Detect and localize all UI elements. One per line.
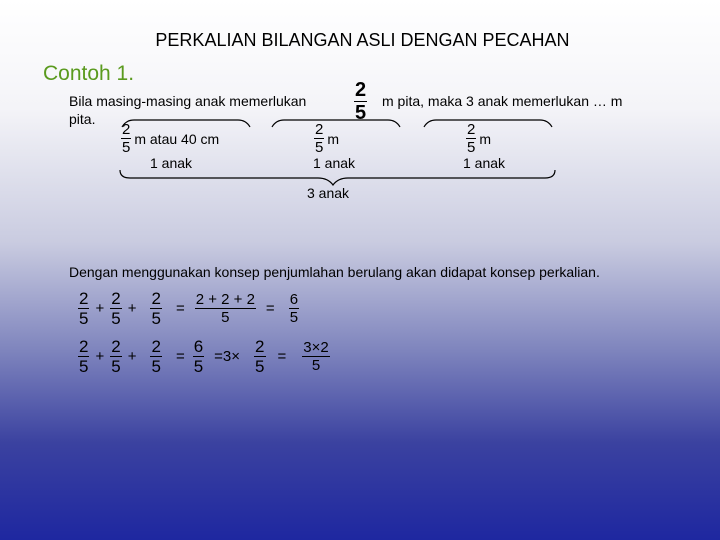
eq2-term-1 <box>78 338 89 375</box>
eq1-result <box>289 292 299 325</box>
eq1-term-2 <box>110 290 121 327</box>
eq2-equals-1: = <box>175 348 185 365</box>
eq1-result-num: 6 <box>289 291 299 308</box>
eq1-term-2-num: 2 <box>111 289 121 308</box>
group-1-unit: m atau 40 cm <box>134 130 220 147</box>
eq2-final <box>302 340 329 373</box>
group-3-amount <box>466 122 491 155</box>
eq2-final-den: 5 <box>311 357 321 374</box>
eq1-result-den: 5 <box>289 309 299 326</box>
equation-repeated-addition <box>78 290 299 327</box>
intro-text-wrap: pita. <box>69 111 96 127</box>
group-1-child: 1 anak <box>150 155 193 171</box>
eq2-plus-2: + <box>127 348 137 365</box>
eq2-unit-fraction-den: 5 <box>255 357 265 376</box>
eq1-sum-fraction <box>195 292 256 325</box>
eq1-sum-den: 5 <box>221 309 230 326</box>
eq1-equals-1: = <box>175 300 185 317</box>
eq1-term-2-den: 5 <box>111 309 121 328</box>
intro-fraction-numerator: 2 <box>355 79 367 101</box>
eq1-term-1-num: 2 <box>79 289 89 308</box>
group-3-denominator: 5 <box>467 139 476 156</box>
group-1-denominator: 5 <box>122 139 131 156</box>
equation-multiplication <box>78 338 330 375</box>
eq2-term-3-num: 2 <box>151 337 161 356</box>
group-2-amount <box>314 122 339 155</box>
example-heading: Contoh 1. <box>43 62 135 85</box>
slide-title: PERKALIAN BILANGAN ASLI DENGAN PECAHAN <box>155 30 570 50</box>
eq2-equals-2: = <box>277 348 287 365</box>
eq2-term-3 <box>150 338 161 375</box>
group-2-denominator: 5 <box>315 139 324 156</box>
group-2-numerator: 2 <box>315 121 324 138</box>
group-1-amount <box>121 122 219 155</box>
eq2-term-2 <box>110 338 121 375</box>
total-children-label: 3 anak <box>307 185 350 201</box>
eq2-term-1-den: 5 <box>79 357 89 376</box>
group-3-numerator: 2 <box>467 121 476 138</box>
group-3-unit: m <box>479 130 492 147</box>
eq1-plus-1: + <box>95 300 105 317</box>
group-2-child: 1 anak <box>313 155 356 171</box>
intro-text-before: Bila masing-masing anak memerlukan <box>69 93 307 109</box>
eq2-term-1-num: 2 <box>79 337 89 356</box>
eq1-term-3-num: 2 <box>151 289 161 308</box>
eq2-plus-1: + <box>95 348 105 365</box>
eq2-final-num: 3×2 <box>303 339 329 356</box>
eq2-term-2-num: 2 <box>111 337 121 356</box>
eq1-term-3-den: 5 <box>151 309 161 328</box>
eq1-term-3 <box>150 290 161 327</box>
eq2-result <box>193 338 204 375</box>
intro-text-after: m pita, maka 3 anak memerlukan … m <box>382 93 623 109</box>
group-1-numerator: 2 <box>122 121 131 138</box>
eq2-result-num: 6 <box>193 337 204 356</box>
eq2-term-3-den: 5 <box>151 357 161 376</box>
eq2-term-2-den: 5 <box>111 357 121 376</box>
eq2-unit-fraction-num: 2 <box>255 337 265 356</box>
eq2-times-three: =3× <box>214 348 241 365</box>
eq1-term-1 <box>78 290 89 327</box>
eq2-unit-fraction <box>254 338 265 375</box>
eq1-plus-2: + <box>127 300 137 317</box>
eq2-result-den: 5 <box>193 357 204 376</box>
concept-text: Dengan menggunakan konsep penjumlahan berulang akan didapat konsep perkalian. <box>69 264 600 280</box>
group-3-child: 1 anak <box>463 155 506 171</box>
group-2-unit: m <box>327 130 340 147</box>
eq1-sum-num: 2 + 2 + 2 <box>195 291 255 308</box>
intro-fraction-denominator: 5 <box>355 102 367 124</box>
eq1-equals-2: = <box>265 300 275 317</box>
eq1-term-1-den: 5 <box>79 309 89 328</box>
group-brace <box>120 170 555 185</box>
